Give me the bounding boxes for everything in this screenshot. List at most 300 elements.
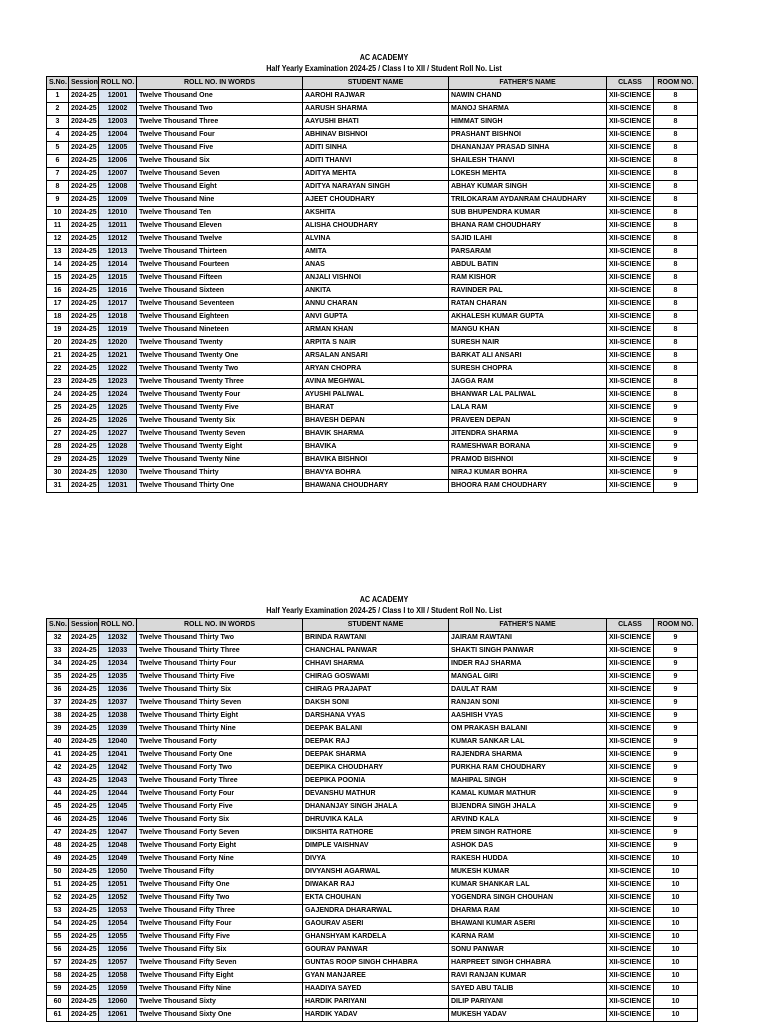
- cell-sno: 26: [47, 415, 69, 428]
- cell-room-no: 10: [654, 931, 698, 944]
- cell-student-name: BHAVYA BOHRA: [303, 467, 449, 480]
- cell-roll-words: Twelve Thousand Eight: [137, 181, 303, 194]
- cell-roll-words: Twelve Thousand Thirty Two: [137, 632, 303, 645]
- cell-room-no: 9: [654, 671, 698, 684]
- cell-session: 2024-25: [69, 311, 99, 324]
- cell-sno: 57: [47, 957, 69, 970]
- cell-session: 2024-25: [69, 957, 99, 970]
- roll-table: [46, 618, 698, 1022]
- table-row: [47, 415, 698, 428]
- cell-father-name: ABDUL BATIN: [449, 259, 607, 272]
- cell-roll-no: 12061: [99, 1009, 137, 1022]
- cell-session: 2024-25: [69, 658, 99, 671]
- cell-roll-words: Twelve Thousand Twenty Four: [137, 389, 303, 402]
- table-row: [47, 324, 698, 337]
- cell-roll-no: 12055: [99, 931, 137, 944]
- cell-roll-words: Twelve Thousand Eleven: [137, 220, 303, 233]
- cell-room-no: 8: [654, 389, 698, 402]
- cell-sno: 3: [47, 116, 69, 129]
- table-row: [47, 402, 698, 415]
- cell-student-name: CHHAVI SHARMA: [303, 658, 449, 671]
- table-row: [47, 103, 698, 116]
- cell-room-no: 9: [654, 827, 698, 840]
- cell-sno: 51: [47, 879, 69, 892]
- cell-roll-words: Twelve Thousand Twenty One: [137, 350, 303, 363]
- cell-roll-no: 12057: [99, 957, 137, 970]
- cell-sno: 50: [47, 866, 69, 879]
- table-row: [47, 311, 698, 324]
- cell-session: 2024-25: [69, 142, 99, 155]
- cell-sno: 2: [47, 103, 69, 116]
- cell-roll-no: 12025: [99, 402, 137, 415]
- cell-room-no: 9: [654, 840, 698, 853]
- cell-student-name: ANJALI VISHNOI: [303, 272, 449, 285]
- table-row: [47, 918, 698, 931]
- cell-session: 2024-25: [69, 350, 99, 363]
- cell-roll-words: Twelve Thousand Forty Six: [137, 814, 303, 827]
- cell-sno: 58: [47, 970, 69, 983]
- cell-student-name: ADITI THANVI: [303, 155, 449, 168]
- cell-roll-no: 12054: [99, 918, 137, 931]
- cell-father-name: PRASHANT BISHNOI: [449, 129, 607, 142]
- cell-session: 2024-25: [69, 155, 99, 168]
- cell-room-no: 9: [654, 454, 698, 467]
- cell-session: 2024-25: [69, 723, 99, 736]
- cell-class: XII-SCIENCE: [607, 892, 654, 905]
- cell-roll-words: Twelve Thousand Thirty One: [137, 480, 303, 493]
- cell-roll-words: Twelve Thousand Fifteen: [137, 272, 303, 285]
- table-row: [47, 298, 698, 311]
- cell-roll-words: Twelve Thousand Eighteen: [137, 311, 303, 324]
- cell-room-no: 8: [654, 350, 698, 363]
- cell-class: XII-SCIENCE: [607, 918, 654, 931]
- cell-sno: 59: [47, 983, 69, 996]
- cell-father-name: SURESH NAIR: [449, 337, 607, 350]
- table-row: [47, 1009, 698, 1022]
- cell-session: 2024-25: [69, 259, 99, 272]
- cell-class: XII-SCIENCE: [607, 389, 654, 402]
- cell-roll-words: Twelve Thousand Six: [137, 155, 303, 168]
- table-row: [47, 207, 698, 220]
- cell-sno: 16: [47, 285, 69, 298]
- cell-room-no: 10: [654, 892, 698, 905]
- cell-student-name: DIVYA: [303, 853, 449, 866]
- cell-class: XII-SCIENCE: [607, 207, 654, 220]
- cell-session: 2024-25: [69, 671, 99, 684]
- cell-session: 2024-25: [69, 645, 99, 658]
- cell-sno: 32: [47, 632, 69, 645]
- cell-sno: 52: [47, 892, 69, 905]
- cell-student-name: ADITYA NARAYAN SINGH: [303, 181, 449, 194]
- cell-father-name: PURKHA RAM CHOUDHARY: [449, 762, 607, 775]
- table-row: [47, 454, 698, 467]
- cell-student-name: GAJENDRA DHARARWAL: [303, 905, 449, 918]
- table-row: [47, 428, 698, 441]
- cell-room-no: 10: [654, 918, 698, 931]
- cell-roll-no: 12034: [99, 658, 137, 671]
- table-row: [47, 233, 698, 246]
- cell-roll-words: Twelve Thousand Sixteen: [137, 285, 303, 298]
- cell-class: XII-SCIENCE: [607, 970, 654, 983]
- cell-student-name: BHAVESH DEPAN: [303, 415, 449, 428]
- cell-roll-no: 12022: [99, 363, 137, 376]
- cell-room-no: 8: [654, 363, 698, 376]
- table-row: [47, 337, 698, 350]
- cell-session: 2024-25: [69, 814, 99, 827]
- cell-sno: 28: [47, 441, 69, 454]
- cell-class: XII-SCIENCE: [607, 337, 654, 350]
- cell-student-name: DIKSHITA RATHORE: [303, 827, 449, 840]
- cell-roll-words: Twelve Thousand Twenty Seven: [137, 428, 303, 441]
- cell-roll-no: 12003: [99, 116, 137, 129]
- cell-roll-no: 12001: [99, 90, 137, 103]
- cell-room-no: 8: [654, 246, 698, 259]
- cell-roll-no: 12015: [99, 272, 137, 285]
- cell-student-name: DHRUVIKA KALA: [303, 814, 449, 827]
- table-row: [47, 155, 698, 168]
- cell-student-name: GUNTAS ROOP SINGH CHHABRA: [303, 957, 449, 970]
- cell-roll-no: 12006: [99, 155, 137, 168]
- cell-roll-no: 12008: [99, 181, 137, 194]
- cell-roll-no: 12017: [99, 298, 137, 311]
- cell-room-no: 8: [654, 298, 698, 311]
- cell-class: XII-SCIENCE: [607, 285, 654, 298]
- cell-student-name: ANVI GUPTA: [303, 311, 449, 324]
- cell-student-name: AYUSHI PALIWAL: [303, 389, 449, 402]
- cell-father-name: JAGGA RAM: [449, 376, 607, 389]
- cell-class: XII-SCIENCE: [607, 697, 654, 710]
- cell-father-name: INDER RAJ SHARMA: [449, 658, 607, 671]
- cell-room-no: 10: [654, 1009, 698, 1022]
- cell-session: 2024-25: [69, 194, 99, 207]
- column-header-session: Session: [69, 77, 99, 90]
- table-row: [47, 376, 698, 389]
- cell-class: XII-SCIENCE: [607, 90, 654, 103]
- cell-roll-no: 12027: [99, 428, 137, 441]
- cell-student-name: AAROHI RAJWAR: [303, 90, 449, 103]
- cell-class: XII-SCIENCE: [607, 376, 654, 389]
- cell-room-no: 8: [654, 103, 698, 116]
- table-row: [47, 970, 698, 983]
- cell-student-name: CHANCHAL PANWAR: [303, 645, 449, 658]
- exam-subtitle: Half Yearly Examination 2024-25 / Class I to XII / Student Roll No. List: [266, 64, 502, 73]
- cell-sno: 37: [47, 697, 69, 710]
- cell-class: XII-SCIENCE: [607, 658, 654, 671]
- exam-subtitle: Half Yearly Examination 2024-25 / Class I to XII / Student Roll No. List: [266, 606, 502, 615]
- cell-student-name: ANAS: [303, 259, 449, 272]
- cell-room-no: 9: [654, 736, 698, 749]
- cell-sno: 33: [47, 645, 69, 658]
- cell-class: XII-SCIENCE: [607, 298, 654, 311]
- cell-sno: 46: [47, 814, 69, 827]
- table-row: [47, 775, 698, 788]
- cell-class: XII-SCIENCE: [607, 684, 654, 697]
- table-row: [47, 363, 698, 376]
- cell-roll-no: 12045: [99, 801, 137, 814]
- table-header-row: [47, 619, 698, 632]
- cell-room-no: 10: [654, 996, 698, 1009]
- cell-sno: 39: [47, 723, 69, 736]
- cell-student-name: DEVANSHU MATHUR: [303, 788, 449, 801]
- column-header-roll-words: ROLL NO. IN WORDS: [137, 77, 303, 90]
- cell-sno: 41: [47, 749, 69, 762]
- cell-roll-words: Twelve Thousand Sixty: [137, 996, 303, 1009]
- cell-roll-no: 12030: [99, 467, 137, 480]
- cell-session: 2024-25: [69, 710, 99, 723]
- cell-room-no: 9: [654, 788, 698, 801]
- cell-room-no: 8: [654, 116, 698, 129]
- cell-session: 2024-25: [69, 996, 99, 1009]
- cell-session: 2024-25: [69, 1009, 99, 1022]
- cell-room-no: 9: [654, 723, 698, 736]
- cell-roll-no: 12013: [99, 246, 137, 259]
- cell-student-name: DIMPLE VAISHNAV: [303, 840, 449, 853]
- cell-sno: 60: [47, 996, 69, 1009]
- cell-session: 2024-25: [69, 207, 99, 220]
- cell-father-name: RATAN CHARAN: [449, 298, 607, 311]
- cell-roll-words: Twelve Thousand Thirteen: [137, 246, 303, 259]
- table-row: [47, 723, 698, 736]
- cell-room-no: 8: [654, 90, 698, 103]
- cell-father-name: MANOJ SHARMA: [449, 103, 607, 116]
- table-row: [47, 866, 698, 879]
- table-row: [47, 684, 698, 697]
- cell-roll-no: 12039: [99, 723, 137, 736]
- cell-roll-words: Twelve Thousand Fifty Nine: [137, 983, 303, 996]
- cell-father-name: MANGAL GIRI: [449, 671, 607, 684]
- cell-roll-words: Twelve Thousand Fourteen: [137, 259, 303, 272]
- cell-session: 2024-25: [69, 129, 99, 142]
- cell-roll-no: 12056: [99, 944, 137, 957]
- cell-room-no: 8: [654, 168, 698, 181]
- cell-session: 2024-25: [69, 220, 99, 233]
- cell-father-name: SAYED ABU TALIB: [449, 983, 607, 996]
- cell-roll-words: Twelve Thousand Forty Two: [137, 762, 303, 775]
- cell-session: 2024-25: [69, 931, 99, 944]
- cell-father-name: ASHOK DAS: [449, 840, 607, 853]
- cell-class: XII-SCIENCE: [607, 155, 654, 168]
- cell-sno: 17: [47, 298, 69, 311]
- table-row: [47, 194, 698, 207]
- cell-student-name: HARDIK PARIYANI: [303, 996, 449, 1009]
- cell-student-name: ANNU CHARAN: [303, 298, 449, 311]
- cell-roll-no: 12031: [99, 480, 137, 493]
- cell-session: 2024-25: [69, 233, 99, 246]
- cell-father-name: SHAILESH THANVI: [449, 155, 607, 168]
- cell-class: XII-SCIENCE: [607, 671, 654, 684]
- table-row: [47, 879, 698, 892]
- cell-father-name: AASHISH VYAS: [449, 710, 607, 723]
- cell-class: XII-SCIENCE: [607, 866, 654, 879]
- cell-roll-words: Twelve Thousand Fifty Three: [137, 905, 303, 918]
- cell-roll-no: 12052: [99, 892, 137, 905]
- cell-roll-no: 12032: [99, 632, 137, 645]
- cell-roll-no: 12026: [99, 415, 137, 428]
- cell-roll-no: 12051: [99, 879, 137, 892]
- cell-sno: 20: [47, 337, 69, 350]
- cell-room-no: 10: [654, 905, 698, 918]
- cell-roll-no: 12042: [99, 762, 137, 775]
- cell-roll-words: Twelve Thousand Twelve: [137, 233, 303, 246]
- cell-session: 2024-25: [69, 103, 99, 116]
- cell-roll-words: Twelve Thousand Four: [137, 129, 303, 142]
- cell-room-no: 9: [654, 415, 698, 428]
- cell-room-no: 9: [654, 441, 698, 454]
- cell-roll-no: 12023: [99, 376, 137, 389]
- cell-roll-words: Twelve Thousand Fifty: [137, 866, 303, 879]
- table-row: [47, 762, 698, 775]
- cell-father-name: HARPREET SINGH CHHABRA: [449, 957, 607, 970]
- cell-student-name: EKTA CHOUHAN: [303, 892, 449, 905]
- cell-sno: 36: [47, 684, 69, 697]
- cell-roll-no: 12007: [99, 168, 137, 181]
- cell-roll-no: 12004: [99, 129, 137, 142]
- cell-student-name: DARSHANA VYAS: [303, 710, 449, 723]
- cell-sno: 9: [47, 194, 69, 207]
- cell-session: 2024-25: [69, 970, 99, 983]
- cell-sno: 11: [47, 220, 69, 233]
- cell-student-name: HAADIYA SAYED: [303, 983, 449, 996]
- roll-list-page-2: [0, 594, 768, 1018]
- cell-father-name: PREM SINGH RATHORE: [449, 827, 607, 840]
- table-row: [47, 259, 698, 272]
- cell-session: 2024-25: [69, 324, 99, 337]
- cell-father-name: SUB BHUPENDRA KUMAR: [449, 207, 607, 220]
- cell-student-name: ARMAN KHAN: [303, 324, 449, 337]
- cell-student-name: DIWAKAR RAJ: [303, 879, 449, 892]
- cell-student-name: BHAVIK SHARMA: [303, 428, 449, 441]
- cell-room-no: 9: [654, 762, 698, 775]
- cell-sno: 45: [47, 801, 69, 814]
- cell-sno: 47: [47, 827, 69, 840]
- cell-father-name: LALA RAM: [449, 402, 607, 415]
- cell-roll-words: Twelve Thousand Thirty Five: [137, 671, 303, 684]
- cell-class: XII-SCIENCE: [607, 879, 654, 892]
- cell-roll-words: Twelve Thousand Forty Three: [137, 775, 303, 788]
- cell-session: 2024-25: [69, 632, 99, 645]
- cell-session: 2024-25: [69, 918, 99, 931]
- cell-student-name: BHAWANA CHOUDHARY: [303, 480, 449, 493]
- table-row: [47, 467, 698, 480]
- institution-title: AC ACADEMY: [359, 53, 409, 62]
- cell-class: XII-SCIENCE: [607, 415, 654, 428]
- cell-student-name: AMITA: [303, 246, 449, 259]
- cell-father-name: OM PRAKASH BALANI: [449, 723, 607, 736]
- cell-father-name: NAWIN CHAND: [449, 90, 607, 103]
- cell-room-no: 8: [654, 207, 698, 220]
- column-header-room-no: ROOM NO.: [654, 77, 698, 90]
- cell-sno: 38: [47, 710, 69, 723]
- cell-room-no: 10: [654, 866, 698, 879]
- cell-roll-no: 12011: [99, 220, 137, 233]
- cell-roll-no: 12010: [99, 207, 137, 220]
- cell-class: XII-SCIENCE: [607, 775, 654, 788]
- cell-class: XII-SCIENCE: [607, 142, 654, 155]
- table-row: [47, 697, 698, 710]
- column-header-roll-no: ROLL NO.: [99, 619, 137, 632]
- cell-roll-words: Twelve Thousand Thirty: [137, 467, 303, 480]
- cell-roll-words: Twelve Thousand Fifty Seven: [137, 957, 303, 970]
- cell-class: XII-SCIENCE: [607, 710, 654, 723]
- cell-session: 2024-25: [69, 415, 99, 428]
- cell-student-name: DEEPAK RAJ: [303, 736, 449, 749]
- cell-class: XII-SCIENCE: [607, 814, 654, 827]
- cell-class: XII-SCIENCE: [607, 324, 654, 337]
- cell-student-name: GYAN MANJAREE: [303, 970, 449, 983]
- cell-father-name: SAJID ILAHI: [449, 233, 607, 246]
- cell-roll-words: Twelve Thousand Forty: [137, 736, 303, 749]
- cell-room-no: 10: [654, 970, 698, 983]
- cell-roll-no: 12019: [99, 324, 137, 337]
- cell-class: XII-SCIENCE: [607, 480, 654, 493]
- table-header-row: [47, 77, 698, 90]
- cell-father-name: RAJENDRA SHARMA: [449, 749, 607, 762]
- cell-sno: 35: [47, 671, 69, 684]
- cell-roll-no: 12009: [99, 194, 137, 207]
- cell-father-name: RAKESH HUDDA: [449, 853, 607, 866]
- cell-student-name: CHIRAG PRAJAPAT: [303, 684, 449, 697]
- cell-class: XII-SCIENCE: [607, 957, 654, 970]
- table-row: [47, 749, 698, 762]
- cell-class: XII-SCIENCE: [607, 350, 654, 363]
- cell-student-name: BHAVIKA: [303, 441, 449, 454]
- cell-sno: 12: [47, 233, 69, 246]
- cell-class: XII-SCIENCE: [607, 428, 654, 441]
- cell-session: 2024-25: [69, 376, 99, 389]
- cell-father-name: RANJAN SONI: [449, 697, 607, 710]
- cell-session: 2024-25: [69, 749, 99, 762]
- roll-table: [46, 76, 698, 493]
- cell-room-no: 9: [654, 428, 698, 441]
- cell-room-no: 9: [654, 749, 698, 762]
- cell-sno: 42: [47, 762, 69, 775]
- cell-sno: 1: [47, 90, 69, 103]
- table-row: [47, 220, 698, 233]
- cell-father-name: AKHALESH KUMAR GUPTA: [449, 311, 607, 324]
- table-row: [47, 788, 698, 801]
- cell-class: XII-SCIENCE: [607, 762, 654, 775]
- cell-sno: 23: [47, 376, 69, 389]
- cell-sno: 30: [47, 467, 69, 480]
- cell-class: XII-SCIENCE: [607, 905, 654, 918]
- cell-roll-no: 12050: [99, 866, 137, 879]
- cell-student-name: AARUSH SHARMA: [303, 103, 449, 116]
- institution-title: AC ACADEMY: [359, 595, 409, 604]
- cell-class: XII-SCIENCE: [607, 827, 654, 840]
- cell-room-no: 10: [654, 879, 698, 892]
- table-row: [47, 272, 698, 285]
- cell-session: 2024-25: [69, 853, 99, 866]
- cell-sno: 34: [47, 658, 69, 671]
- table-row: [47, 181, 698, 194]
- table-row: [47, 129, 698, 142]
- cell-sno: 61: [47, 1009, 69, 1022]
- table-row: [47, 957, 698, 970]
- cell-roll-no: 12058: [99, 970, 137, 983]
- cell-father-name: NIRAJ KUMAR BOHRA: [449, 467, 607, 480]
- cell-father-name: DILIP PARIYANI: [449, 996, 607, 1009]
- cell-session: 2024-25: [69, 775, 99, 788]
- cell-roll-words: Twelve Thousand Thirty Seven: [137, 697, 303, 710]
- cell-student-name: DEEPIKA CHOUDHARY: [303, 762, 449, 775]
- cell-father-name: PRAMOD BISHNOI: [449, 454, 607, 467]
- cell-class: XII-SCIENCE: [607, 116, 654, 129]
- cell-roll-words: Twelve Thousand Three: [137, 116, 303, 129]
- table-row: [47, 671, 698, 684]
- cell-sno: 10: [47, 207, 69, 220]
- cell-sno: 44: [47, 788, 69, 801]
- cell-class: XII-SCIENCE: [607, 840, 654, 853]
